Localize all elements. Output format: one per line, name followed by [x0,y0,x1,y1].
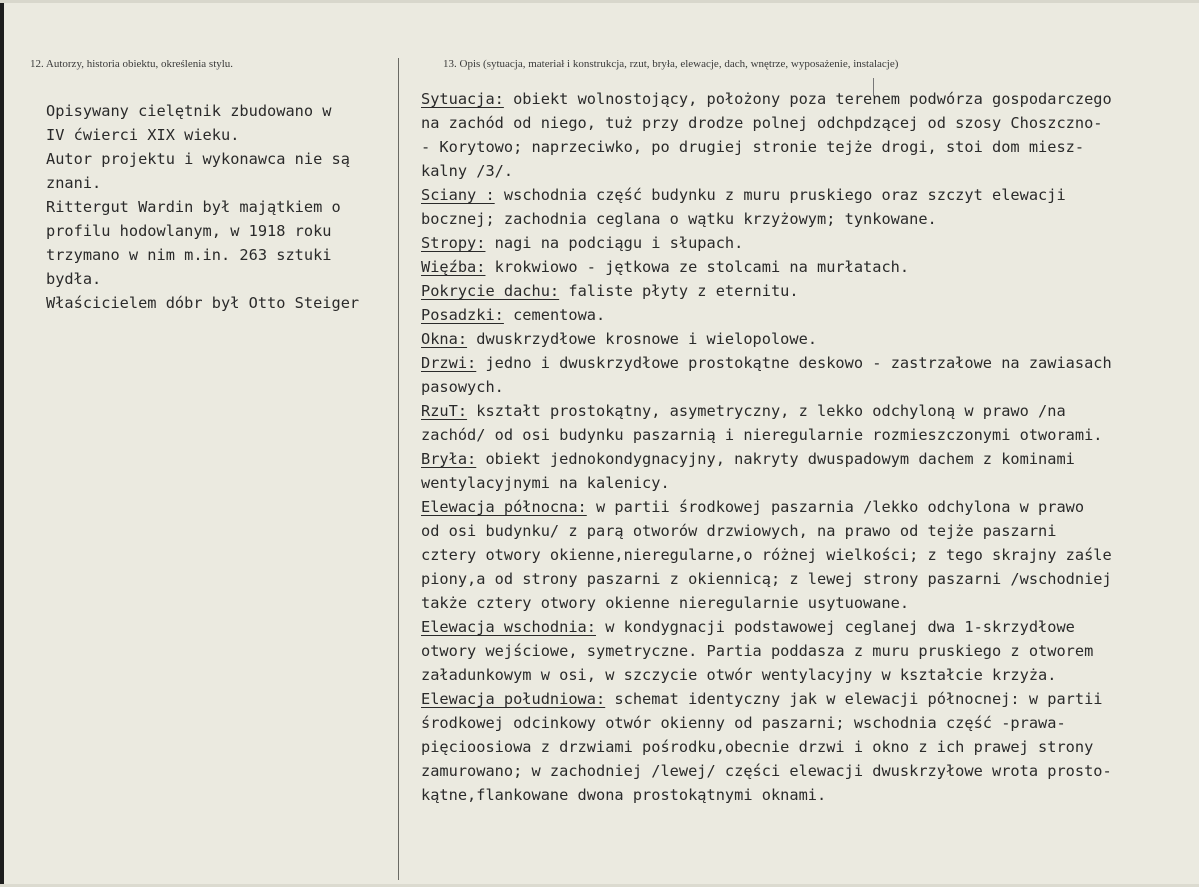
description-line [421,759,1199,783]
section-label: Elewacja wschodnia: [421,618,596,636]
description-line [421,111,1199,135]
description-text: kalny /3/. [421,162,514,180]
description-line [421,375,1199,399]
description-text: dwuskrzydłowe krosnowe i wielopolowe. [467,330,818,348]
history-text-column [46,99,359,315]
description-line [421,519,1199,543]
description-line [421,351,1199,375]
description-text: jedno i dwuskrzydłowe prostokątne deskowo - zastrzałowe na zawiasach [476,354,1112,372]
history-line: profilu hodowlanym, w 1918 roku [46,222,332,240]
description-text: środkowej odcinkowy otwór okienny od paszarni; wschodnia część -prawa- [421,714,1066,732]
history-line: znani. [46,174,102,192]
description-text: od osi budynku/ z parą otworów drzwiowych, na prawo od tejże paszarni [421,522,1057,540]
description-line [421,783,1199,807]
description-text: wschodnia część budynku z muru pruskiego oraz szczyt elewacji [494,186,1066,204]
history-line: Właścicielem dóbr był Otto Steiger [46,294,360,312]
description-text: w kondygnacji podstawowej ceglanej dwa 1-skrzydłowe [595,618,1075,636]
page-left-edge [0,0,4,887]
description-line [421,567,1199,591]
section-label: Bryła: [421,450,477,468]
description-text: kształt prostokątny, asymetryczny, z lekko odchyloną w prawo /na [467,402,1066,420]
description-text: pięcioosiowa z drzwiami pośrodku,obecnie drzwi i okno z ich prawej strony [421,738,1094,756]
history-line: trzymano w nim m.in. 263 sztuki [46,246,332,264]
history-line: Opisywany cielętnik zbudowano w [46,102,332,120]
section-label: Więźba: [421,258,486,276]
description-text: zachód/ od osi budynku paszarnią i nieregularnie rozmieszczonymi otworami. [421,426,1103,444]
description-line [421,663,1199,687]
description-line [421,591,1199,615]
description-text: nagi na podciągu i słupach. [485,234,744,252]
description-line [421,639,1199,663]
description-text: otwory wejściowe, symetryczne. Partia poddasza z muru pruskiego z otworem [421,642,1094,660]
description-line [421,423,1199,447]
description-text: cztery otwory okienne,nieregularne,o różnej wielkości; z tego skrajny zaśle [421,546,1112,564]
history-line: bydła. [46,270,102,288]
description-line [421,327,1199,351]
section-label: RzuT: [421,402,468,420]
description-text-column [421,87,1199,807]
description-text: krokwiowo - jętkowa ze stolcami na murłatach. [485,258,910,276]
description-line [421,303,1199,327]
page-top-edge [0,0,1199,3]
description-text: faliste płyty z eternitu. [559,282,799,300]
history-line: Autor projektu i wykonawca nie są [46,150,350,168]
section-label: Sytuacja: [421,90,504,108]
description-line [421,279,1199,303]
description-line [421,135,1199,159]
description-text: pasowych. [421,378,504,396]
description-line [421,159,1199,183]
description-line [421,399,1199,423]
description-text: w partii środkowej paszarnia /lekko odchylona w prawo [586,498,1085,516]
description-text: cementowa. [503,306,606,324]
description-text: zamurowano; w zachodniej /lewej/ części elewacji dwuskrzyłowe wrota prosto- [421,762,1112,780]
description-text: obiekt wolnostojący, położony poza terenem podwórza gospodarczego [503,90,1112,108]
section-label: Pokrycie dachu: [421,282,560,300]
description-line [421,543,1199,567]
section-label: Okna: [421,330,468,348]
section-label: Elewacja południowa: [421,690,606,708]
column-divider [398,58,399,880]
description-line [421,687,1199,711]
description-text: wentylacyjnymi na kalenicy. [421,474,670,492]
description-text: - Korytowo; naprzeciwko, po drugiej stronie tejże drogi, stoi dom miesz- [421,138,1085,156]
section-label: Drzwi: [421,354,477,372]
section-12-heading: 12. Autorzy, historia obiektu, określenia stylu. [30,58,234,70]
description-text: załadunkowym w osi, w szczycie otwór wentylacyjny w kształcie krzyża. [421,666,1057,684]
description-line [421,183,1199,207]
section-label: Stropy: [421,234,486,252]
description-text: bocznej; zachodnia ceglana o wątku krzyżowym; tynkowane. [421,210,937,228]
description-line [421,711,1199,735]
description-line [421,471,1199,495]
description-text: schemat identyczny jak w elewacji północnej: w partii [605,690,1103,708]
section-13-heading: 13. Opis (sytuacja, materiał i konstrukcja, rzut, bryła, elewacje, dach, wnętrze, wyposażenie, instalacje) [443,58,899,70]
description-text: także cztery otwory okienne nieregularnie usytuowane. [421,594,910,612]
description-line [421,207,1199,231]
description-text: na zachód od niego, tuż przy drodze polnej odchpdzącej od szosy Choszczno- [421,114,1103,132]
description-line [421,447,1199,471]
description-line [421,231,1199,255]
description-text: obiekt jednokondygnacyjny, nakryty dwuspadowym dachem z kominami [476,450,1075,468]
section-label: Sciany : [421,186,495,204]
description-text: piony,a od strony paszarni z okiennicą; z lewej strony paszarni /wschodniej [421,570,1112,588]
description-line [421,615,1199,639]
description-text: kątne,flankowane dwona prostokątnymi oknami. [421,786,827,804]
section-label: Elewacja północna: [421,498,587,516]
history-line: Rittergut Wardin był majątkiem o [46,198,341,216]
section-label: Posadzki: [421,306,504,324]
description-line [421,495,1199,519]
description-line [421,255,1199,279]
description-line [421,735,1199,759]
description-line [421,87,1199,111]
history-line: IV ćwierci XIX wieku. [46,126,240,144]
